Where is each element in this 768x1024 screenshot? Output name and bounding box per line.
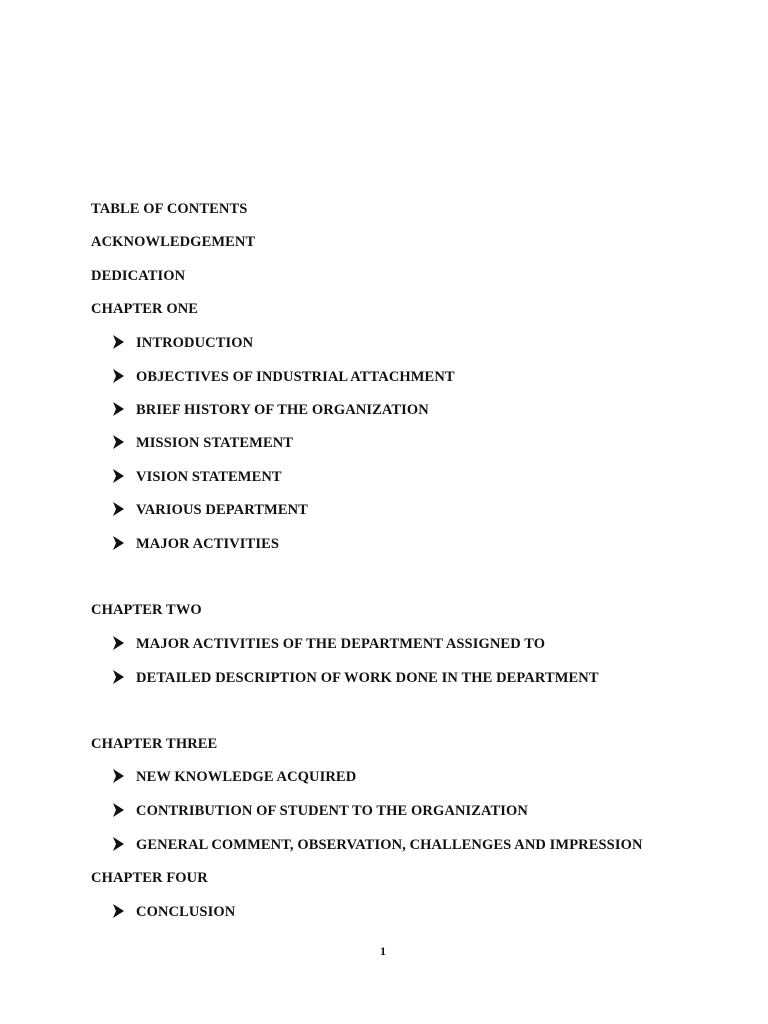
toc-item (112, 635, 545, 653)
arrowhead-bullet-icon (112, 435, 124, 449)
toc-entry-dedication: DEDICATION (91, 268, 186, 284)
arrowhead-bullet-icon (112, 837, 124, 851)
arrowhead-bullet-icon (112, 769, 124, 783)
chapter-three-heading: CHAPTER THREE (91, 736, 218, 752)
toc-item (112, 334, 253, 352)
toc-item (112, 401, 429, 419)
toc-item-label: OBJECTIVES OF INDUSTRIAL ATTACHMENT (136, 369, 455, 385)
arrowhead-bullet-icon (112, 670, 124, 684)
toc-item (112, 802, 528, 820)
toc-item-label: GENERAL COMMENT, OBSERVATION, CHALLENGES AND IMPRESSION (136, 837, 643, 853)
chapter-one-heading: CHAPTER ONE (91, 301, 199, 317)
arrowhead-bullet-icon (112, 803, 124, 817)
arrowhead-bullet-icon (112, 904, 124, 918)
page-number: 1 (380, 944, 386, 958)
toc-item (112, 836, 643, 854)
toc-item (112, 669, 599, 687)
toc-item-label: INTRODUCTION (136, 335, 254, 351)
toc-item-label: BRIEF HISTORY OF THE ORGANIZATION (136, 402, 429, 418)
chapter-four-heading: CHAPTER FOUR (91, 870, 208, 886)
toc-item (112, 468, 282, 486)
arrowhead-bullet-icon (112, 369, 124, 383)
toc-item-label: CONCLUSION (136, 904, 236, 920)
arrowhead-bullet-icon (112, 502, 124, 516)
arrowhead-bullet-icon (112, 536, 124, 550)
toc-item-label: NEW KNOWLEDGE ACQUIRED (136, 769, 357, 785)
chapter-two-heading: CHAPTER TWO (91, 602, 202, 618)
arrowhead-bullet-icon (112, 335, 124, 349)
toc-item-label: VISION STATEMENT (136, 469, 282, 485)
toc-entry-acknowledgement: ACKNOWLEDGEMENT (91, 234, 256, 250)
arrowhead-bullet-icon (112, 469, 124, 483)
arrowhead-bullet-icon (112, 402, 124, 416)
toc-item (112, 368, 455, 386)
toc-item (112, 501, 308, 519)
toc-title: TABLE OF CONTENTS (91, 201, 248, 217)
toc-item (112, 768, 356, 786)
arrowhead-bullet-icon (112, 636, 124, 650)
toc-item-label: CONTRIBUTION OF STUDENT TO THE ORGANIZATION (136, 803, 528, 819)
toc-item-label: MAJOR ACTIVITIES (136, 536, 280, 552)
toc-item-label: MISSION STATEMENT (136, 435, 294, 451)
toc-item (112, 434, 293, 452)
toc-item (112, 535, 279, 553)
toc-item-label: DETAILED DESCRIPTION OF WORK DONE IN THE DEPARTMENT (136, 670, 599, 686)
toc-item-label: VARIOUS DEPARTMENT (136, 502, 308, 518)
toc-item-label: MAJOR ACTIVITIES OF THE DEPARTMENT ASSIGNED TO (136, 636, 546, 652)
toc-item (112, 903, 235, 921)
